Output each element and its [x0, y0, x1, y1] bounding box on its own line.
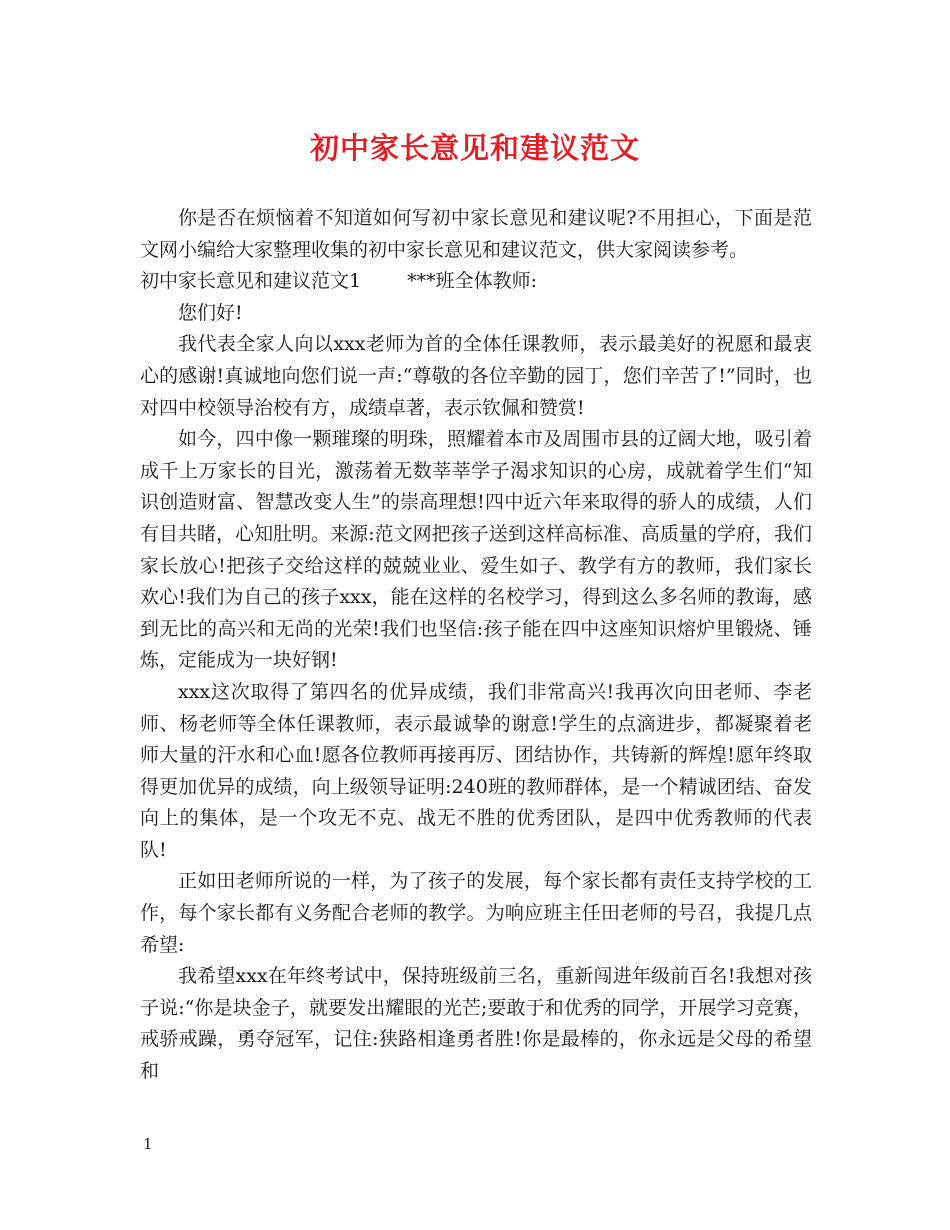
intro-paragraph: 你是否在烦恼着不知道如何写初中家长意见和建议呢?不用担心，下面是范文网小编给大家整理收集的初中家长意见和建议范文，供大家阅读参考。 [140, 207, 812, 261]
body-paragraph: xxx这次取得了第四名的优异成绩，我们非常高兴!我再次向田老师、李老师、杨老师等全体任课教师，表示最诚挚的谢意!学生的点滴进步，都凝聚着老师大量的汗水和心血!愿各位教师再接再厉、团结协作，共铸新的辉煌!愿年终取得更加优异的成绩，向上级领导证明:240班的教师群体，是一个精诚团结、奋发向上的集体，是一个攻无不克、战无不胜的优秀团队，是四中优秀教师的代表队! [140, 680, 812, 861]
body-paragraph: 我代表全家人向以xxx老师为首的全体任课教师，表示最美好的祝愿和最衷心的感谢!真诚地向您们说一声:“尊敬的各位辛勤的园丁，您们辛苦了!”同时，也对四中校领导治校有方，成绩卓著，表示钦佩和赞赏! [140, 333, 812, 419]
heading-left: 初中家长意见和建议范文1 [140, 270, 362, 293]
body-paragraph: 我希望xxx在年终考试中，保持班级前三名，重新闯进年级前百名!我想对孩子说:“你是块金子，就要发出耀眼的光芒;要敢于和优秀的同学，开展学习竞赛，戒骄戒躁，勇夺冠军，记住:狭路相逢勇者胜!你是最棒的，你永远是父母的希望和 [140, 965, 812, 1083]
body-paragraph: 正如田老师所说的一样，为了孩子的发展，每个家长都有责任支持学校的工作，每个家长都有义务配合老师的教学。为响应班主任田老师的号召，我提几点希望: [140, 870, 812, 956]
page-number: 1 [143, 1135, 153, 1153]
heading-line [140, 266, 812, 298]
greeting-paragraph: 您们好! [178, 301, 243, 324]
body-paragraph: 如今，四中像一颗璀璨的明珠，照耀着本市及周围市县的辽阔大地，吸引着成千上万家长的目光，激荡着无数莘莘学子渴求知识的心房，成就着学生们“知识创造财富、智慧改变人生”的崇高理想!四中近六年来取得的骄人的成绩，人们有目共睹，心知肚明。来源:范文网把孩子送到这样高标准、高质量的学府，我们家长放心!把孩子交给这样的兢兢业业、爱生如子、教学有方的教师，我们家长欢心!我们为自己的孩子xxx，能在这样的名校学习，得到这么多名师的教诲，感到无比的高兴和无尚的光荣!我们也坚信:孩子能在四中这座知识熔炉里锻烧、锤炼，定能成为一块好钢! [140, 428, 812, 672]
document-title: 初中家长意见和建议范文 [309, 131, 640, 165]
document-body [140, 203, 812, 1088]
heading-right: ***班全体教师: [407, 270, 537, 293]
